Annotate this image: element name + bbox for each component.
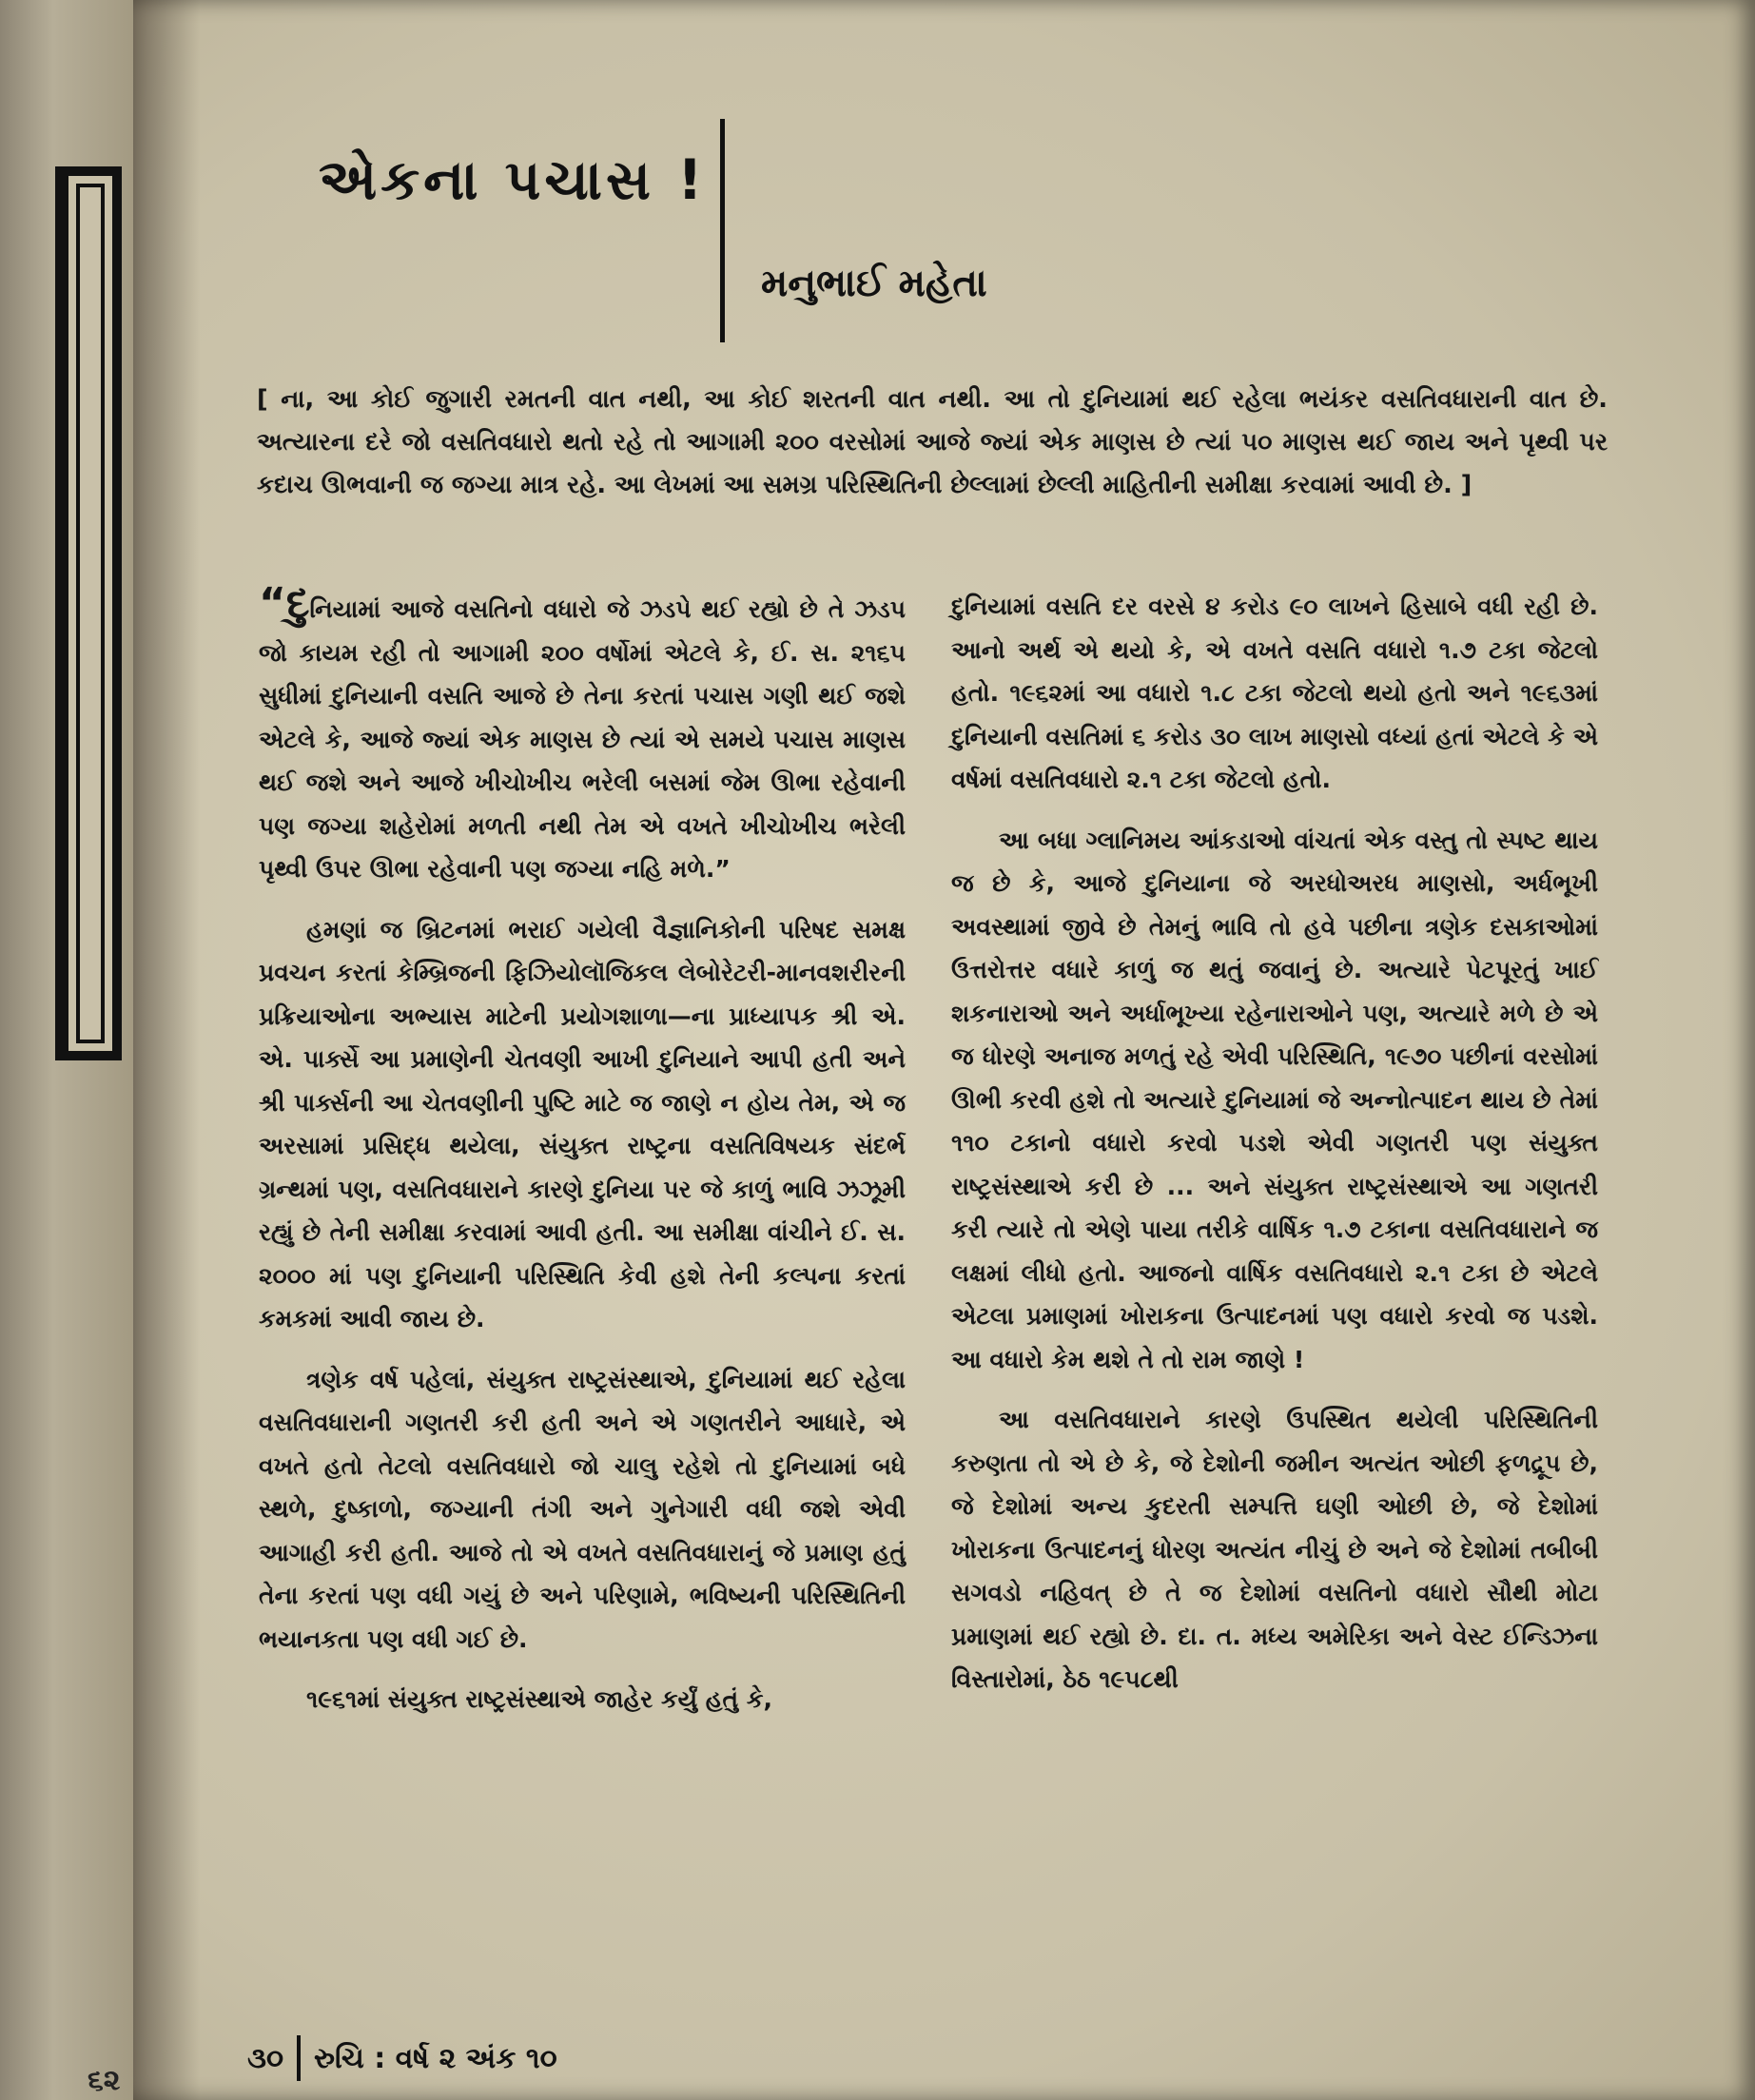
paragraph: દુનિયામાં વસતિ દર વરસે ૪ કરોડ ૯૦ લાખને હિસાબે વધી રહી છે. આનો અર્થ એ થયો કે, એ વખતે વસતિ વધારો ૧.૭ ટકા જેટલો હતો. ૧૯૬૨માં આ વધારો ૧.૮ ટકા જેટલો થયો હતો અને ૧૯૬૩માં દુનિયાની વસતિમાં ૬ કરોડ ૩૦ લાખ માણસો વધ્યાં હતાં એટલે કે એ વર્ષમાં વસતિવધારો ૨.૧ ટકા જેટલો હતો.: [951, 593, 1598, 793]
paragraph: ત્રણેક વર્ષ પહેલાં, સંયુક્ત રાષ્ટ્રસંસ્થાએ, દુનિયામાં થઈ રહેલા વસતિવધારાની ગણતરી કરી હતી અને એ ગણતરીને આધારે, એ વખતે હતો તેટલો વસતિવધારો જો ચાલુ રહેશે તો દુનિયામાં બધે સ્થળે, દુષ્કાળો, જગ્યાની તંગી અને ગુનેગારી વધી જશે એવી આગાહી કરી હતી. આજે તો એ વખતે વસતિવધારાનું જે પ્રમાણ હતું તેના કરતાં પણ વધી ગયું છે અને પરિણામે, ભવિષ્યની પરિસ્થિતિની ભયાનકતા પણ વધી ગઈ છે.: [259, 1365, 906, 1653]
issue-label: રુચિ : વર્ષ ૨ અંક ૧૦: [314, 2041, 557, 2075]
paragraph: [259, 579, 906, 891]
paragraph: હમણાં જ બ્રિટનમાં ભરાઈ ગયેલી વૈજ્ઞાનિકોની પરિષદ સમક્ષ પ્રવચન કરતાં કેમ્બ્રિજની ફિઝિયોલૉજિકલ લેબોરેટરી-માનવશરીરની પ્રક્રિયાઓના અભ્યાસ માટેની પ્રયોગશાળા—ના પ્રાધ્યાપક શ્રી એ. એ. પાર્ક્સે આ પ્રમાણેની ચેતવણી આખી દુનિયાને આપી હતી અને શ્રી પાર્ક્સની આ ચેતવણીની પુષ્ટિ માટે જ જાણે ન હોય તેમ, એ જ અરસામાં પ્રસિદ્ધ થયેલા, સંયુક્ત રાષ્ટ્રના વસતિવિષયક સંદર્ભ ગ્રન્થમાં પણ, વસતિવધારાને કારણે દુનિયા પર જે કાળું ભાવિ ઝઝૂમી રહ્યું છે તેની સમીક્ષા કરવામાં આવી હતી. આ સમીક્ષા વાંચીને ઈ. સ. ૨૦૦૦ માં પણ દુનિયાની પરિસ્થિતિ કેવી હશે તેની કલ્પના કરતાં કમકમાં આવી જાય છે.: [259, 915, 906, 1332]
article-author: મનુભાઈ મહેતા: [761, 262, 987, 305]
paragraph: ૧૯૬૧માં સંયુક્ત રાષ્ટ્રસંસ્થાએ જાહેર કર્યું હતું કે,: [306, 1685, 772, 1713]
right-column: [951, 585, 1598, 1719]
article-intro: [ ના, આ કોઈ જુગારી રમતની વાત નથી, આ કોઈ શરતની વાત નથી. આ તો દુનિયામાં થઈ રહેલા ભયંકર વસતિવધારાની વાત છે. અત્યારના દરે જો વસતિવધારો થતો રહે તો આગામી ૨૦૦ વરસોમાં આજે જ્યાં એક માણસ છે ત્યાં ૫૦ માણસ થઈ જાય અને પૃથ્વી પર કદાચ ઊભવાની જ જગ્યા માત્ર રહે. આ લેખમાં આ સમગ્ર પરિસ્થિતિની છેલ્લામાં છેલ્લી માહિતીની સમીક્ષા કરવામાં આવી છે. ]: [257, 385, 1608, 499]
previous-page-edge: [0, 0, 133, 2100]
decorative-border: [55, 166, 122, 1060]
paragraph: આ બધા ગ્લાનિમય આંકડાઓ વાંચતાં એક વસ્તુ તો સ્પષ્ટ થાય જ છે કે, આજે દુનિયાના જે અરધોઅરધ માણસો, અર્ધભૂખી અવસ્થામાં જીવે છે તેમનું ભાવિ તો હવે પછીના ત્રણેક દસકાઓમાં ઉત્તરોત્તર વધારે કાળું જ થતું જવાનું છે. અત્યારે પેટપૂરતું ખાઈ શકનારાઓ અને અર્ધાભૂખ્યા રહેનારાઓને પણ, અત્યારે મળે છે એ જ ધોરણે અનાજ મળતું રહે એવી પરિસ્થિતિ, ૧૯૭૦ પછીનાં વરસોમાં ઊભી કરવી હશે તો અત્યારે દુનિયામાં જે અન્નોત્પાદન થાય છે તેમાં ૧૧૦ ટકાનો વધારો કરવો પડશે એવી ગણતરી પણ સંયુક્ત રાષ્ટ્રસંસ્થાએ કરી છે ... અને સંયુક્ત રાષ્ટ્રસંસ્થાએ આ ગણતરી કરી ત્યારે તો એણે પાયા તરીકે વાર્ષિક ૧.૭ ટકાના વસતિવધારાને જ લક્ષમાં લીધો હતો. આજનો વાર્ષિક વસતિવધારો ૨.૧ ટકા છે એટલે એટલા પ્રમાણમાં ખોરાકના ઉત્પાદનમાં પણ વધારો કરવો જ પડશે. આ વધારો કેમ થશે તે તો રામ જાણે !: [951, 826, 1598, 1373]
left-column: [259, 579, 906, 1739]
page-number: ૩૦: [247, 2041, 284, 2075]
paragraph: આ વસતિવધારાને કારણે ઉપસ્થિત થયેલી પરિસ્થિતિની કરુણતા તો એ છે કે, જે દેશોની જમીન અત્યંત ઓછી ફળદ્રૂપ છે, જે દેશોમાં અન્ય કુદરતી સમ્પત્તિ ઘણી ઓછી છે, જે દેશોમાં ખોરાકના ઉત્પાદનનું ધોરણ અત્યંત નીચું છે અને જે દેશોમાં તબીબી સગવડો નહિવત્ છે તે જ દેશોમાં વસતિનો વધારો સૌથી મોટા પ્રમાણમાં થઈ રહ્યો છે. દા. ત. મધ્ય અમેરિકા અને વેસ્ટ ઈન્ડિઝના વિસ્તારોમાં, ઠેઠ ૧૯૫૮થી: [951, 1406, 1598, 1693]
paragraph-text: નિયામાં આજે વસતિનો વધારો જે ઝડપે થઈ રહ્યો છે તે ઝડપ જો કાયમ રહી તો આગામી ૨૦૦ વર્ષોમાં એટલે કે, ઈ. સ. ૨૧૬૫ સુધીમાં દુનિયાની વસતિ આજે છે તેના કરતાં પચાસ ગણી થઈ જશે એટલે કે, આજે જ્યાં એક માણસ છે ત્યાં એ સમયે પચાસ માણસ થઈ જશે અને આજે ખીચોખીચ ભરેલી બસમાં જેમ ઊભા રહેવાની પણ જગ્યા શહેરોમાં મળતી નથી તેમ એ વખતે ખીચોખીચ ભરેલી પૃથ્વી ઉપર ઊભા રહેવાની પણ જગ્યા નહિ મળે.”: [259, 595, 906, 883]
page-footer: [247, 2035, 557, 2081]
footer-divider: [297, 2035, 301, 2081]
gutter-shadow: [133, 0, 200, 2100]
drop-cap: દુ: [285, 579, 310, 628]
title-divider: [720, 119, 725, 342]
opening-quote: “: [259, 579, 286, 628]
article-title: એકના પચાસ !: [319, 147, 707, 212]
previous-page-number: ૬૨: [88, 2064, 121, 2097]
article-page: [133, 0, 1755, 2100]
